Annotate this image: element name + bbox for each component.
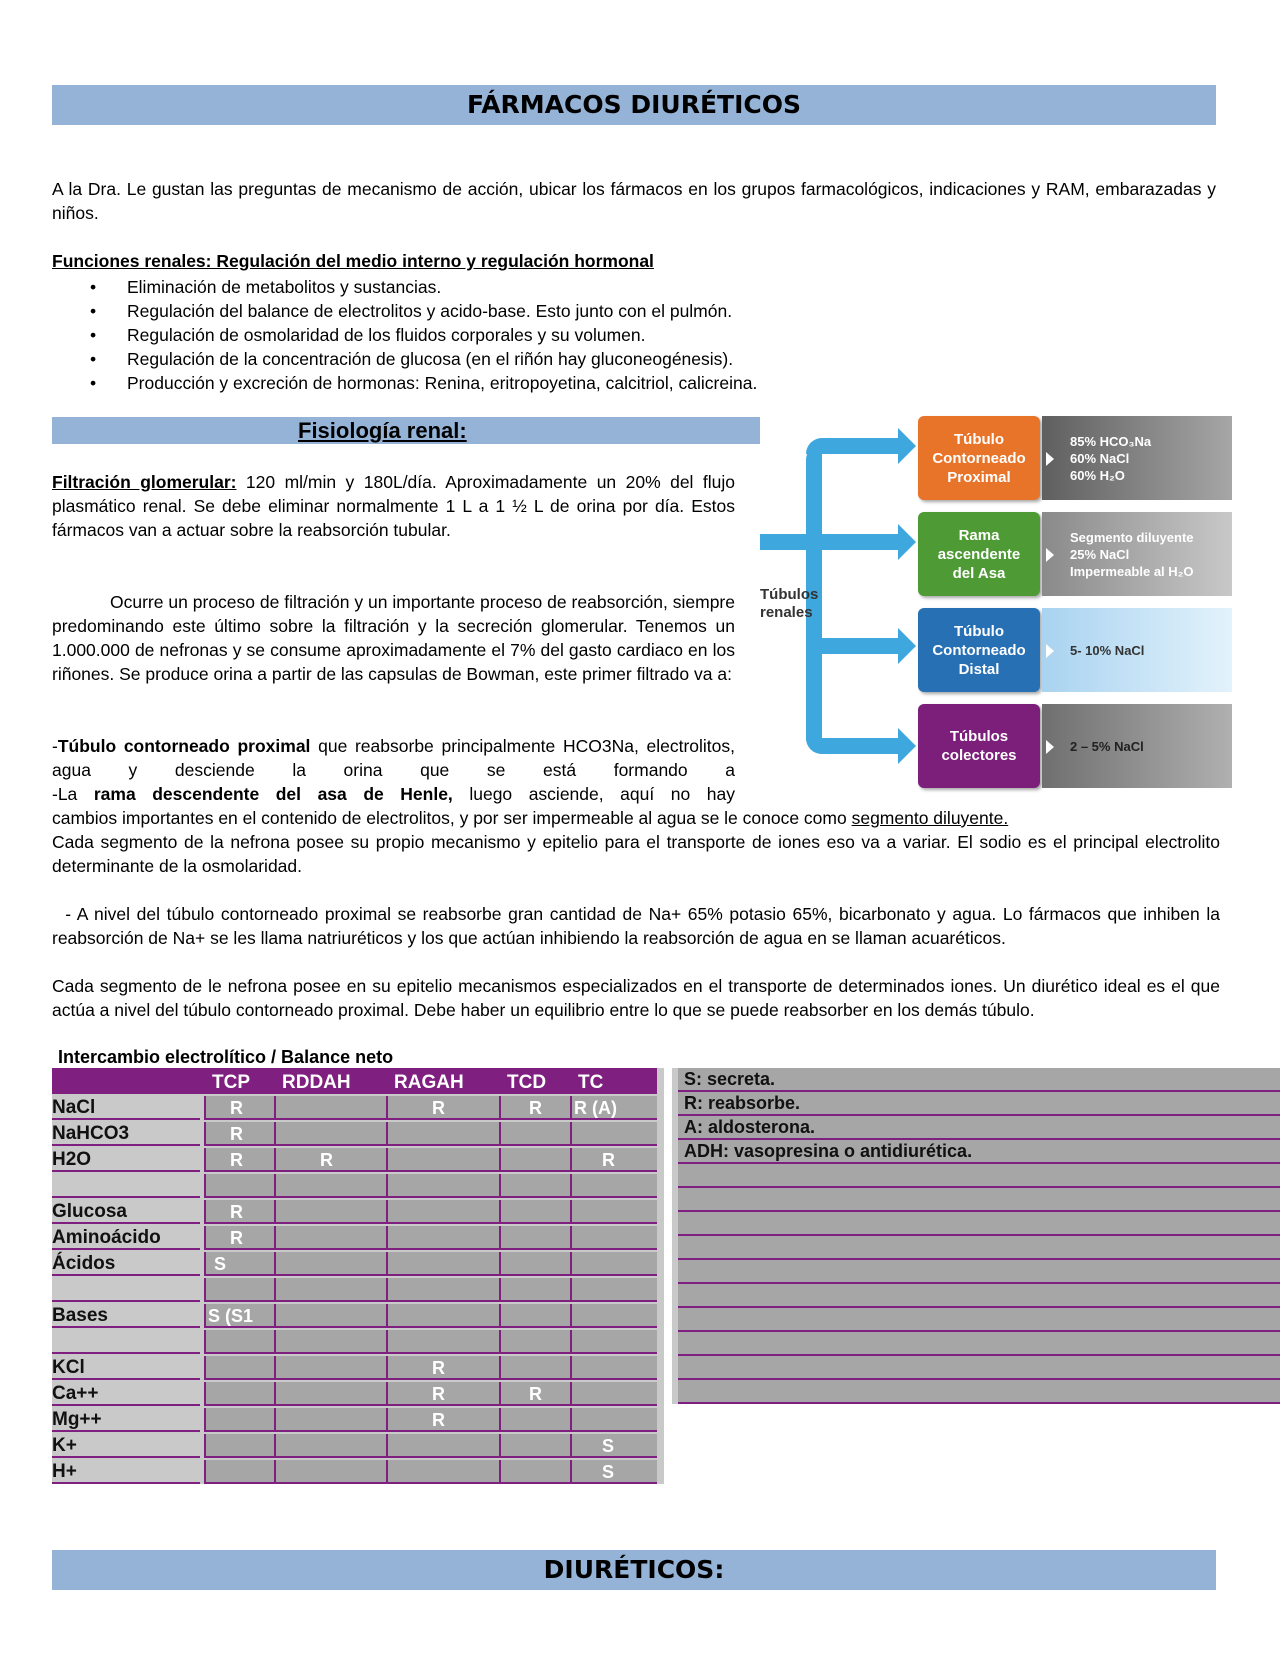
table-row xyxy=(52,1434,657,1458)
table-cell: S xyxy=(570,1434,657,1458)
list-item: • Producción y excreción de hormonas: Renina, eritropoyetina, calcitriol, calicreina. xyxy=(52,371,757,395)
strip-line: 5- 10% NaCl xyxy=(1070,642,1145,658)
table-cell xyxy=(274,1304,386,1328)
legend-line xyxy=(678,1380,1280,1404)
table-cell: R xyxy=(499,1096,570,1120)
rama-prefix: -La xyxy=(52,784,94,804)
box-line: Contorneado xyxy=(932,641,1026,659)
box-line: Túbulos xyxy=(949,728,1009,745)
funciones-list xyxy=(52,275,757,395)
table-cell xyxy=(570,1304,657,1328)
list-item: • Regulación de la concentración de glucosa (en el riñón hay gluconeogénesis). xyxy=(52,347,757,371)
table-title: Intercambio electrolítico / Balance neto xyxy=(58,1047,394,1067)
table-cell xyxy=(386,1460,499,1484)
strip-line: 25% NaCl xyxy=(1070,546,1130,562)
table-cell: R xyxy=(204,1200,274,1224)
table-cell: R xyxy=(204,1226,274,1250)
table-cell xyxy=(570,1408,657,1432)
table-row xyxy=(52,1356,657,1380)
segmento-diluyente-link: segmento diluyente. xyxy=(851,808,1009,828)
list-item: • Eliminación de metabolitos y sustancias. xyxy=(52,275,757,299)
row-label: KCl xyxy=(52,1356,200,1380)
table-cell xyxy=(499,1460,570,1484)
row-label: Glucosa xyxy=(52,1200,200,1224)
row-label: Ca++ xyxy=(52,1382,200,1406)
row-label xyxy=(52,1278,200,1302)
row-label: K+ xyxy=(52,1434,200,1458)
rama-paragraph xyxy=(52,782,735,806)
table-cell xyxy=(386,1434,499,1458)
table-cell xyxy=(570,1226,657,1250)
column-header: TCP xyxy=(212,1072,250,1093)
table-cell xyxy=(274,1408,386,1432)
box-line: Túbulo xyxy=(954,622,1004,640)
legend-line: S: secreta. xyxy=(678,1068,1280,1092)
table-cell xyxy=(386,1226,499,1250)
funciones-heading: Funciones renales: Regulación del medio interno y regulación hormonal xyxy=(52,251,654,271)
arrow-head xyxy=(898,728,916,764)
table-cell xyxy=(274,1174,386,1198)
table-cell xyxy=(499,1304,570,1328)
tubulos-renales-label: Túbulos renales xyxy=(760,586,819,621)
box-line: Proximal xyxy=(947,468,1011,486)
table-cell: S xyxy=(204,1252,274,1276)
tubulo-paragraph xyxy=(52,734,735,782)
table-cell: R xyxy=(204,1148,274,1172)
table-row xyxy=(52,1252,657,1276)
strip-line: 60% H₂O xyxy=(1070,467,1125,483)
box-line: Distal xyxy=(958,660,1000,678)
proximal-paragraph: - A nivel del túbulo contorneado proximal se reabsorbe gran cantidad de Na+ 65% potasio 65%, bicarbonato y agua. Lo fármacos que inhiben la reabsorción de Na+ se les llama natriuréticos y los que actúan inhibiendo la reabsorción de agua en se llaman acuaréticos. xyxy=(52,904,1225,948)
legend-line xyxy=(678,1308,1280,1332)
table-cell xyxy=(274,1226,386,1250)
table-cell xyxy=(204,1434,274,1458)
table-cell: R xyxy=(386,1408,499,1432)
strip-arrow-icon xyxy=(1046,452,1054,466)
row-label: Ácidos xyxy=(52,1252,200,1276)
table-row xyxy=(52,1226,657,1250)
row-label xyxy=(52,1330,200,1354)
table-row xyxy=(52,1460,657,1484)
proceso-paragraph: Ocurre un proceso de filtración y un importante proceso de reabsorción, siempre predominando este último sobre la filtración y la secreción glomerular. Tenemos un 1.000.000 de nefronas y se consume aproximadamente el 7% del gasto cardiaco en los riñones. Se produce orina a partir de las capsulas de Bowman, este primer filtrado va a: xyxy=(52,592,735,684)
strip-line: 60% NaCl xyxy=(1070,450,1130,466)
electrolyte-table xyxy=(52,1068,664,1484)
rama-bold: rama descendente del asa de Henle, xyxy=(93,784,453,804)
ideal-paragraph: Cada segmento de le nefrona posee en su epitelio mecanismos especializados en el transporte de determinados iones. Un diurético ideal es el que actúa a nivel del túbulo contorneado proximal. Debe haber un equilibrio entre lo que se puede reabsorber en los demás túbulo. xyxy=(52,976,1220,1020)
table-cell xyxy=(386,1252,499,1276)
arrow-head xyxy=(898,628,916,664)
table-row xyxy=(52,1304,657,1328)
table-cell xyxy=(499,1408,570,1432)
table-cell: R xyxy=(204,1122,274,1146)
arrow-head xyxy=(898,524,916,560)
table-cell xyxy=(499,1200,570,1224)
strip-line: Segmento diluyente xyxy=(1070,529,1194,545)
diureticos-title: DIURÉTICOS: xyxy=(52,1550,1216,1590)
tubulo-prefix: - xyxy=(52,736,58,756)
tubulo-text: que reabsorbe principalmente HCO3Na, electrolitos, agua y desciende la orina que se está formando a xyxy=(52,736,735,780)
box-line: colectores xyxy=(941,747,1017,764)
table-cell: S xyxy=(570,1460,657,1484)
table-row xyxy=(52,1382,657,1406)
strip-line: 2 – 5% NaCl xyxy=(1070,738,1144,754)
table-cell xyxy=(499,1252,570,1276)
table-cell xyxy=(274,1330,386,1354)
row-label xyxy=(52,1174,200,1198)
page-title: FÁRMACOS DIURÉTICOS xyxy=(52,85,1216,125)
rama-text: luego asciende, aquí no hay xyxy=(452,784,735,804)
filtracion-label: Filtración glomerular: xyxy=(52,472,237,492)
strip-arrow-icon xyxy=(1046,740,1054,754)
column-header: TCD xyxy=(507,1072,547,1093)
legend-line xyxy=(678,1212,1280,1236)
strip-line: Impermeable al H₂O xyxy=(1070,563,1194,579)
box-line: Túbulo xyxy=(954,430,1004,448)
table-cell xyxy=(570,1174,657,1198)
tubulos-diagram xyxy=(760,416,1232,794)
row-label: Aminoácido xyxy=(52,1226,200,1250)
column-header: TC xyxy=(578,1072,604,1093)
table-row xyxy=(52,1122,657,1146)
row-label: NaCl xyxy=(52,1096,200,1120)
box-line: ascendente xyxy=(937,545,1021,563)
table-cell xyxy=(274,1460,386,1484)
legend-line xyxy=(678,1164,1280,1188)
table-cell xyxy=(570,1122,657,1146)
table-cell xyxy=(274,1252,386,1276)
table-cell xyxy=(499,1148,570,1172)
box-tubulo-distal xyxy=(918,608,1040,692)
box-rama-ascendente xyxy=(918,512,1040,596)
table-cell: R (A) xyxy=(570,1096,657,1120)
table-cell xyxy=(386,1278,499,1302)
box-tubulo-proximal xyxy=(918,416,1040,500)
box-line: Contorneado xyxy=(932,449,1026,467)
table-cell xyxy=(499,1278,570,1302)
table-cell xyxy=(386,1304,499,1328)
table-row xyxy=(52,1148,657,1172)
table-cell xyxy=(386,1122,499,1146)
table-cell xyxy=(274,1278,386,1302)
row-label: H2O xyxy=(52,1148,200,1172)
strip-rama-ascendente xyxy=(1042,512,1232,596)
intro-paragraph: A la Dra. Le gustan las preguntas de mecanismo de acción, ubicar los fármacos en los grupos farmacológicos, indicaciones y RAM, embarazadas y niños. xyxy=(52,179,1216,223)
legend-line: ADH: vasopresina o antidiurética. xyxy=(678,1140,1280,1164)
legend-line xyxy=(678,1332,1280,1356)
table-cell xyxy=(570,1382,657,1406)
table-cell: R xyxy=(204,1096,274,1120)
table-cell xyxy=(274,1122,386,1146)
box-tubulos-colectores xyxy=(918,704,1040,788)
table-cell: R xyxy=(570,1148,657,1172)
table-cell xyxy=(570,1278,657,1302)
table-cell xyxy=(499,1226,570,1250)
table-cell xyxy=(570,1200,657,1224)
table-cell: R xyxy=(499,1382,570,1406)
table-row xyxy=(52,1200,657,1224)
strip-arrow-icon xyxy=(1046,548,1054,562)
legend-line xyxy=(678,1284,1280,1308)
table-cell: R xyxy=(386,1382,499,1406)
table-cell xyxy=(499,1434,570,1458)
table-cell xyxy=(499,1330,570,1354)
table-row xyxy=(52,1174,657,1198)
table-cell xyxy=(274,1200,386,1224)
row-label: Mg++ xyxy=(52,1408,200,1432)
strip-tubulo-distal xyxy=(1042,608,1232,692)
strip-line: 85% HCO₃Na xyxy=(1070,433,1152,449)
table-cell xyxy=(274,1434,386,1458)
table-cell xyxy=(570,1356,657,1380)
legend-line xyxy=(678,1356,1280,1380)
table-cell xyxy=(274,1096,386,1120)
box-line: Rama xyxy=(958,526,1000,544)
strip-tubulos-colectores xyxy=(1042,704,1232,788)
table-cell: R xyxy=(386,1356,499,1380)
table-cell xyxy=(386,1148,499,1172)
list-item: • Regulación de osmolaridad de los fluidos corporales y su volumen. xyxy=(52,323,757,347)
column-header: RDDAH xyxy=(282,1072,351,1093)
table-cell xyxy=(204,1356,274,1380)
table-cell xyxy=(386,1200,499,1224)
legend-line: A: aldosterona. xyxy=(678,1116,1280,1140)
strip-arrow-icon xyxy=(1046,644,1054,658)
column-header: RAGAH xyxy=(394,1072,464,1093)
table-cell xyxy=(570,1252,657,1276)
filtracion-paragraph xyxy=(52,470,735,542)
row-label: Bases xyxy=(52,1304,200,1328)
legend-line xyxy=(678,1260,1280,1284)
table-cell: S (S1 xyxy=(204,1304,274,1328)
tubulo-bold: Túbulo contorneado proximal xyxy=(57,736,311,756)
table-header xyxy=(52,1068,657,1094)
table-cell xyxy=(386,1330,499,1354)
table-cell xyxy=(204,1278,274,1302)
legend-line: R: reabsorbe. xyxy=(678,1092,1280,1116)
legend-panel xyxy=(672,1068,1280,1404)
cambios-text: cambios importantes en el contenido de electrolitos, y por ser impermeable al agua se le conoce como xyxy=(52,808,852,828)
table-cell xyxy=(204,1174,274,1198)
table-cell: R xyxy=(274,1148,386,1172)
legend-line xyxy=(678,1188,1280,1212)
table-row xyxy=(52,1278,657,1302)
box-line: del Asa xyxy=(952,564,1006,582)
table-cell xyxy=(499,1356,570,1380)
table-cell xyxy=(499,1122,570,1146)
table-cell xyxy=(204,1330,274,1354)
table-cell xyxy=(499,1174,570,1198)
table-row xyxy=(52,1408,657,1432)
table-row xyxy=(52,1096,657,1120)
row-label: H+ xyxy=(52,1460,200,1484)
cambios-paragraph xyxy=(52,806,1220,830)
table-row xyxy=(52,1330,657,1354)
table-cell xyxy=(274,1382,386,1406)
strip-tubulo-proximal xyxy=(1042,416,1232,500)
fisiologia-title: Fisiología renal: xyxy=(298,418,467,443)
table-cell xyxy=(204,1382,274,1406)
table-cell xyxy=(570,1330,657,1354)
table-cell xyxy=(204,1408,274,1432)
filtracion-text: 120 ml/min y 180L/día. Aproximadamente un 20% del flujo plasmático renal. Se debe eliminar normalmente 1 L a 1 ½ L de orina por día. Estos fármacos van a actuar sobre la reabsorción tubular. xyxy=(52,472,735,540)
legend-line xyxy=(678,1236,1280,1260)
table-cell xyxy=(274,1356,386,1380)
row-label: NaHCO3 xyxy=(52,1122,200,1146)
segmento-paragraph: Cada segmento de la nefrona posee su propio mecanismo y epitelio para el transporte de iones eso va a variar. El sodio es el principal electrolito determinante de la osmolaridad. xyxy=(52,832,1220,876)
list-item: • Regulación del balance de electrolitos y acido-base. Esto junto con el pulmón. xyxy=(52,299,757,323)
table-cell: R xyxy=(386,1096,499,1120)
table-cell xyxy=(204,1460,274,1484)
table-cell xyxy=(386,1174,499,1198)
arrow-head xyxy=(898,428,916,464)
